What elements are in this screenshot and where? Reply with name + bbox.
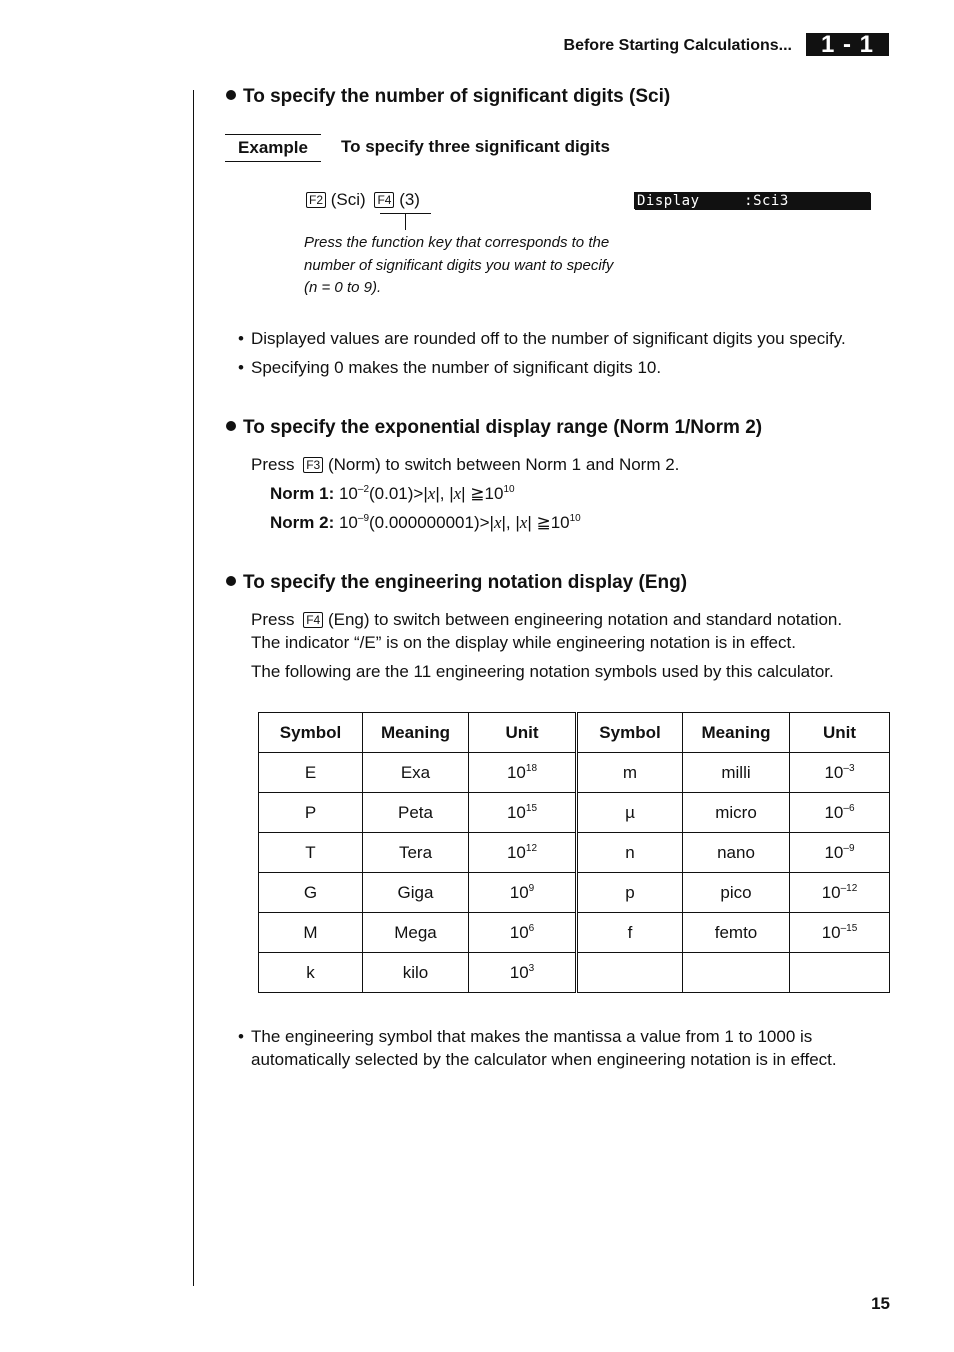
table-cell: milli bbox=[683, 753, 790, 793]
table-row bbox=[259, 873, 890, 913]
table-cell: $10^{-3}$ bbox=[790, 753, 890, 793]
table-cell: $10^3$ bbox=[469, 953, 577, 993]
table-cell: nano bbox=[683, 833, 790, 873]
bullet-dot-icon bbox=[226, 90, 236, 100]
table-cell: k bbox=[259, 953, 363, 993]
table-cell: $10^{-15}$ bbox=[790, 913, 890, 953]
table-cell bbox=[577, 953, 683, 993]
table-cell: p bbox=[577, 873, 683, 913]
eng-symbols-intro: The following are the 11 engineering notation symbols used by this calculator. bbox=[251, 662, 834, 681]
table-cell: $10^{18}$ bbox=[469, 753, 577, 793]
table-cell: m bbox=[577, 753, 683, 793]
table-cell bbox=[683, 953, 790, 993]
table-header: Meaning bbox=[683, 713, 790, 753]
table-header-row bbox=[259, 713, 890, 753]
callout-leader bbox=[405, 213, 406, 230]
table-row bbox=[259, 753, 890, 793]
eng-bullet-line-2: automatically selected by the calculator when engineering notation is in effect. bbox=[251, 1050, 837, 1069]
table-header: Unit bbox=[790, 713, 890, 753]
table-cell: kilo bbox=[363, 953, 469, 993]
table-cell: T bbox=[259, 833, 363, 873]
table-row bbox=[259, 833, 890, 873]
table-cell: micro bbox=[683, 793, 790, 833]
table-cell: $10^6$ bbox=[469, 913, 577, 953]
sci-key-sequence bbox=[306, 190, 420, 210]
chapter-badge: 1 - 1 bbox=[806, 33, 889, 56]
sci-bullet-1: • Displayed values are rounded off to the number of significant digits you specify. bbox=[251, 329, 846, 349]
table-row bbox=[259, 953, 890, 993]
page-number: 15 bbox=[871, 1294, 890, 1313]
table-cell: Peta bbox=[363, 793, 469, 833]
f4-key-icon: F4 bbox=[374, 192, 394, 208]
table-header: Symbol bbox=[577, 713, 683, 753]
table-cell: $10^{-9}$ bbox=[790, 833, 890, 873]
table-cell: f bbox=[577, 913, 683, 953]
running-header: Before Starting Calculations... bbox=[563, 37, 792, 54]
table-cell: µ bbox=[577, 793, 683, 833]
table-cell: E bbox=[259, 753, 363, 793]
engineering-symbols-table bbox=[258, 712, 890, 993]
f3-key-icon: F3 bbox=[303, 457, 323, 473]
table-cell: $10^{12}$ bbox=[469, 833, 577, 873]
table-cell: femto bbox=[683, 913, 790, 953]
norm-heading: To specify the exponential display range (Norm 1/Norm 2) bbox=[226, 417, 762, 439]
lcd-text: Display :Sci3 bbox=[637, 193, 789, 209]
bullet-dot-icon bbox=[226, 421, 236, 431]
table-cell: Giga bbox=[363, 873, 469, 913]
table-header: Unit bbox=[469, 713, 577, 753]
norm-instruction: Press F3 (Norm) to switch between Norm 1 and Norm 2. bbox=[251, 455, 680, 474]
eng-heading: To specify the engineering notation display (Eng) bbox=[226, 572, 687, 594]
table-cell: P bbox=[259, 793, 363, 833]
table-cell: $10^{-12}$ bbox=[790, 873, 890, 913]
f4-key-icon: F4 bbox=[303, 612, 323, 628]
table-cell: pico bbox=[683, 873, 790, 913]
key-caption: (3) bbox=[399, 190, 420, 209]
table-cell: n bbox=[577, 833, 683, 873]
norm2-line: Norm 2: $10^{-9}(0.000000001)>|x|$, |x| $≧10^{10}$ bbox=[270, 513, 581, 532]
table-cell bbox=[790, 953, 890, 993]
table-row bbox=[259, 913, 890, 953]
sci-heading: To specify the number of significant digits (Sci) bbox=[226, 86, 670, 108]
table-cell: $10^{-6}$ bbox=[790, 793, 890, 833]
eng-indicator-text: The indicator “/E” is on the display while engineering notation is in effect. bbox=[251, 633, 796, 652]
sci-note: Press the function key that corresponds to the number of significant digits you want to specify (n = 0 to 9). bbox=[304, 234, 614, 296]
eng-bullet-line-1: • The engineering symbol that makes the mantissa a value from 1 to 1000 is bbox=[251, 1025, 812, 1048]
example-label: Example bbox=[225, 134, 321, 162]
margin-rule bbox=[193, 90, 194, 1286]
norm1-text: $10^{-2}(0.01)>|x|$, |x| $≧10^{10}$ bbox=[338, 484, 515, 503]
table-cell: Exa bbox=[363, 753, 469, 793]
example-title: To specify three significant digits bbox=[341, 137, 610, 156]
eng-instruction: Press F4 (Eng) to switch between engineering notation and standard notation. bbox=[251, 610, 843, 629]
table-header: Meaning bbox=[363, 713, 469, 753]
table-cell: M bbox=[259, 913, 363, 953]
table-row bbox=[259, 793, 890, 833]
table-cell: $10^9$ bbox=[469, 873, 577, 913]
lcd-display bbox=[634, 192, 870, 209]
key-caption: (Sci) bbox=[330, 190, 366, 209]
table-cell: Tera bbox=[363, 833, 469, 873]
table-cell: $10^{15}$ bbox=[469, 793, 577, 833]
table-cell: G bbox=[259, 873, 363, 913]
table-cell: Mega bbox=[363, 913, 469, 953]
sci-bullet-2: • Specifying 0 makes the number of significant digits 10. bbox=[251, 358, 661, 378]
norm1-line: Norm 1: $10^{-2}(0.01)>|x|$, |x| $≧10^{10}$ bbox=[270, 484, 515, 503]
table-header: Symbol bbox=[259, 713, 363, 753]
f2-key-icon: F2 bbox=[306, 192, 326, 208]
norm2-text: $10^{-9}(0.000000001)>|x|$, |x| $≧10^{10}$ bbox=[338, 513, 581, 532]
bullet-dot-icon bbox=[226, 576, 236, 586]
